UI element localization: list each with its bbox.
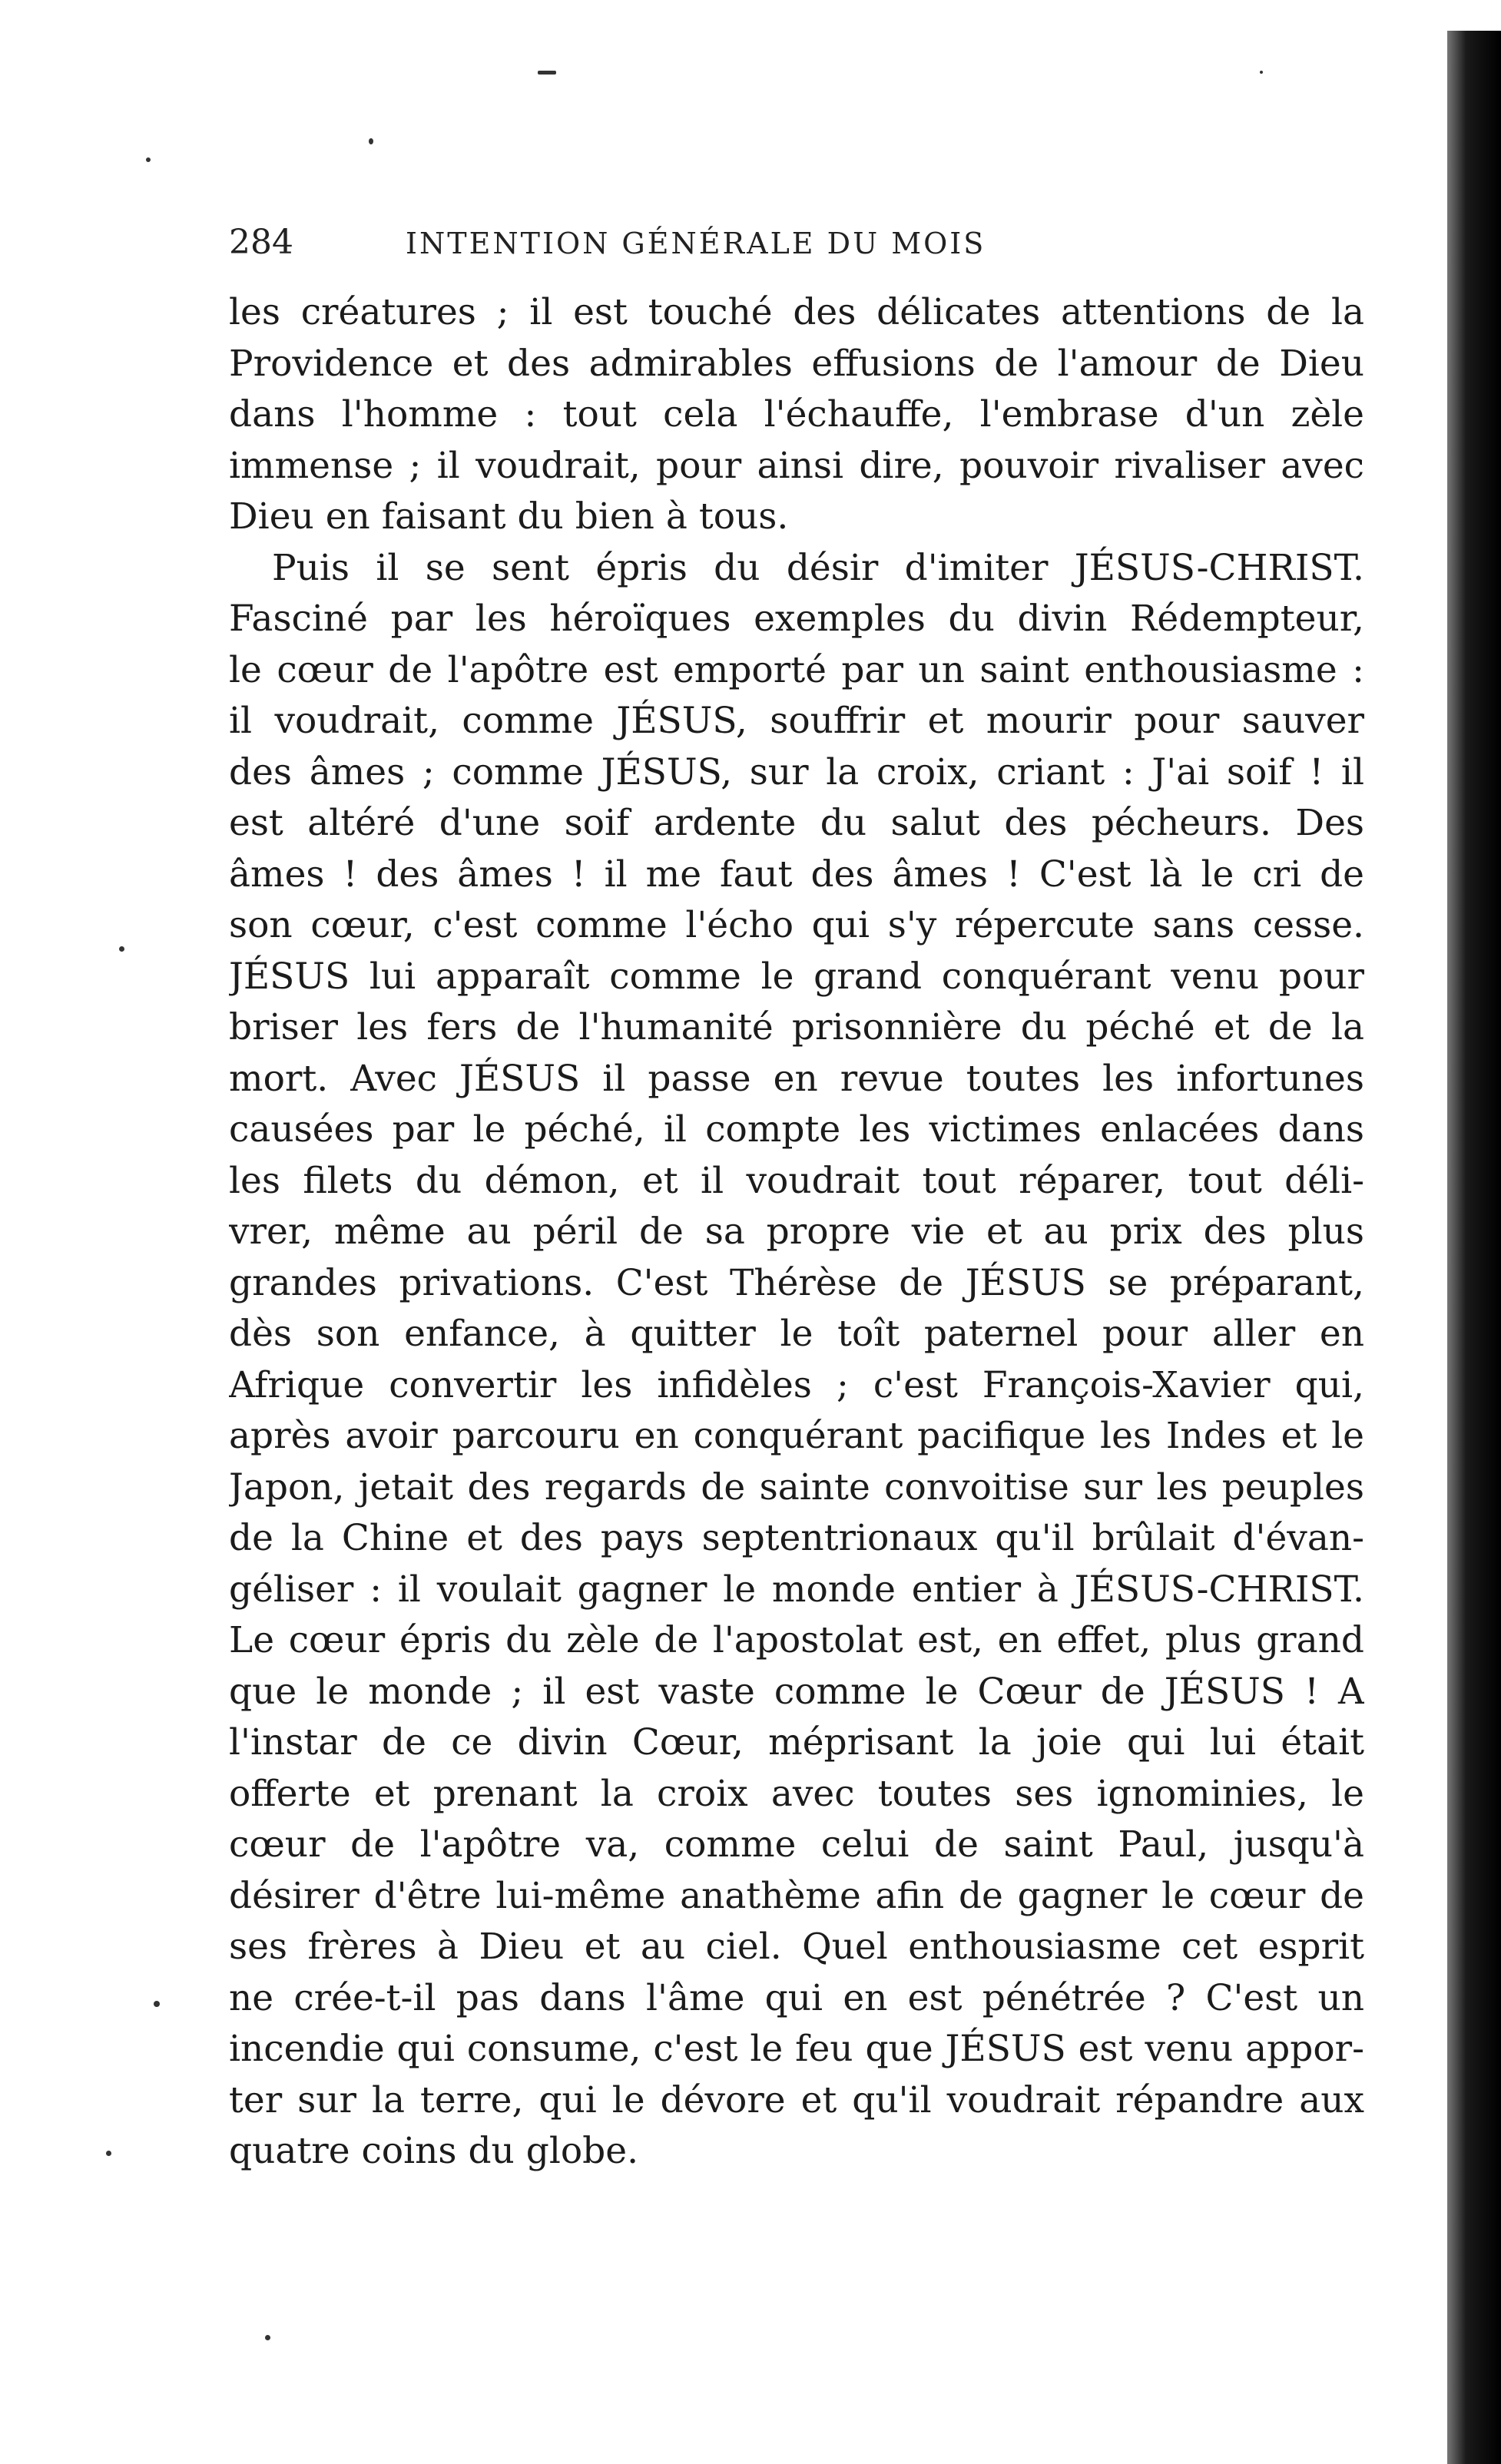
text-line: mort. Avec JÉSUS il passe en revue toutes les infortunes: [229, 1057, 1364, 1100]
page-number: 284: [229, 223, 293, 262]
text-line: Providence et des admirables effusions de l'amour de Dieu: [229, 342, 1364, 385]
text-line: ne crée-t-il pas dans l'âme qui en est pénétrée ? C'est un: [229, 1976, 1364, 2019]
text-line: causées par le péché, il compte les victimes enlacées dans: [229, 1108, 1364, 1151]
text-line: ter sur la terre, qui le dévore et qu'il voudrait répandre aux: [229, 2078, 1364, 2121]
text-line: ses frères à Dieu et au ciel. Quel enthousiasme cet esprit: [229, 1926, 1364, 1968]
text-line: son cœur, c'est comme l'écho qui s'y répercute sans cesse.: [229, 904, 1364, 946]
text-line: les créatures ; il est touché des délicates attentions de la: [229, 291, 1364, 333]
scan-speck: [106, 2151, 111, 2156]
book-page: [229, 223, 1364, 2178]
scan-speck: [369, 138, 373, 144]
text-line: des âmes ; comme JÉSUS, sur la croix, criant : J'ai soif ! il: [229, 750, 1364, 793]
scan-edge-shadow: [1447, 31, 1501, 2464]
text-line: cœur de l'apôtre va, comme celui de saint Paul, jusqu'à: [229, 1823, 1364, 1866]
text-line: de la Chine et des pays septentrionaux qu'il brûlait d'évan-: [229, 1517, 1364, 1559]
text-line: le cœur de l'apôtre est emporté par un saint enthousiasme :: [229, 648, 1364, 691]
running-head: INTENTION GÉNÉRALE DU MOIS: [406, 227, 986, 260]
text-line: vrer, même au péril de sa propre vie et au prix des plus: [229, 1210, 1364, 1253]
scan-speck: [154, 2001, 160, 2007]
scan-speck: [146, 157, 151, 162]
text-line: Puis il se sent épris du désir d'imiter JÉSUS-CHRIST.: [272, 546, 1364, 589]
text-line: briser les fers de l'humanité prisonnière du péché et de la: [229, 1006, 1364, 1048]
text-line: incendie qui consume, c'est le feu que JÉSUS est venu appor-: [229, 2028, 1364, 2070]
text-line: immense ; il voudrait, pour ainsi dire, pouvoir rivaliser avec: [229, 444, 1364, 487]
scan-speck: [1260, 71, 1263, 74]
text-line: âmes ! des âmes ! il me faut des âmes ! C'est là le cri de: [229, 853, 1364, 896]
text-line: offerte et prenant la croix avec toutes ses ignominies, le: [229, 1772, 1364, 1815]
text-line: les filets du démon, et il voudrait tout réparer, tout déli-: [229, 1159, 1364, 1202]
body-text: [229, 287, 1364, 2178]
text-line: géliser : il voulait gagner le monde entier à JÉSUS-CHRIST.: [229, 1568, 1364, 1611]
text-line: quatre coins du globe.: [229, 2130, 639, 2172]
text-line: est altéré d'une soif ardente du salut des pécheurs. Des: [229, 802, 1364, 844]
text-line: Japon, jetait des regards de sainte convoitise sur les peuples: [229, 1465, 1364, 1509]
text-line: que le monde ; il est vaste comme le Cœur de JÉSUS ! A: [229, 1670, 1364, 1713]
scan-speck: [538, 71, 556, 75]
text-line: Le cœur épris du zèle de l'apostolat est, en effet, plus grand: [229, 1619, 1364, 1661]
text-line: grandes privations. C'est Thérèse de JÉSUS se préparant,: [229, 1261, 1364, 1304]
scan-speck: [119, 946, 124, 952]
text-line: Afrique convertir les infidèles ; c'est François-Xavier qui,: [229, 1363, 1364, 1406]
text-line: l'instar de ce divin Cœur, méprisant la joie qui lui était: [229, 1721, 1364, 1764]
text-line: Dieu en faisant du bien à tous.: [229, 495, 789, 538]
scan-speck: [265, 2335, 270, 2340]
page-header: [229, 223, 1364, 277]
text-line: il voudrait, comme JÉSUS, souffrir et mourir pour sauver: [229, 700, 1364, 742]
text-line: désirer d'être lui-même anathème afin de gagner le cœur de: [229, 1874, 1364, 1917]
text-line: dans l'homme : tout cela l'échauffe, l'embrase d'un zèle: [229, 393, 1364, 436]
text-line: dès son enfance, à quitter le toît paternel pour aller en: [229, 1313, 1364, 1355]
text-line: Fasciné par les héroïques exemples du divin Rédempteur,: [229, 598, 1364, 640]
text-line: après avoir parcouru en conquérant pacifique les Indes et le: [229, 1415, 1364, 1457]
text-line: JÉSUS lui apparaît comme le grand conquérant venu pour: [229, 955, 1364, 998]
